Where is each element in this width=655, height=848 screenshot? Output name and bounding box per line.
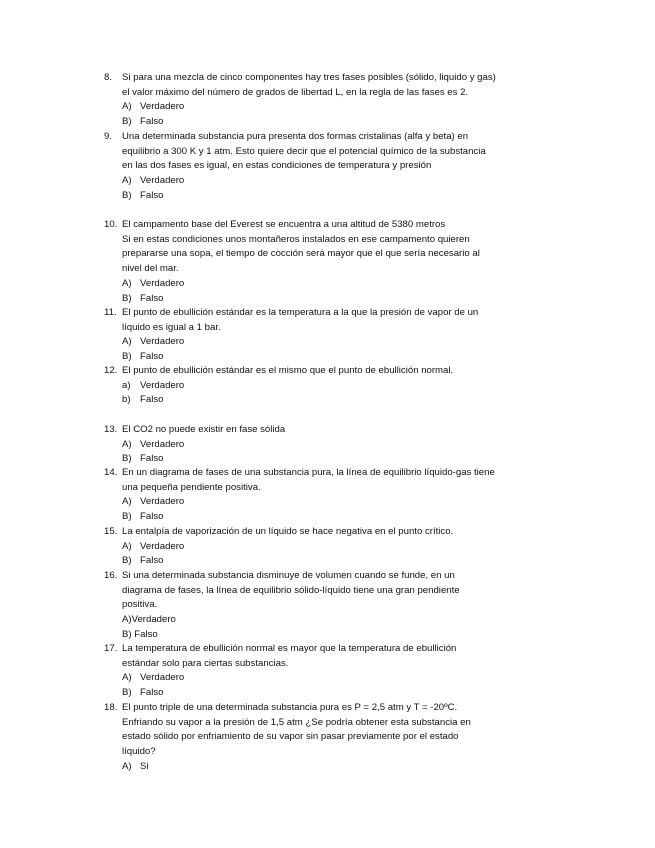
option-b[interactable]: B) Falso — [122, 189, 164, 201]
question-text: prepararse una sopa, el tiempo de cocción será mayor que el que sería necesario al — [122, 248, 480, 260]
question-text: líquido? — [122, 746, 156, 758]
question-number: 8. — [104, 72, 113, 83]
option-b[interactable]: B) Falso — [122, 116, 164, 128]
option-b[interactable]: B) Falso — [122, 292, 164, 304]
option-a[interactable]: A) Verdadero — [122, 672, 185, 684]
question-9 — [104, 130, 524, 204]
question-8 — [104, 71, 524, 130]
option-b[interactable]: B) Falso — [122, 351, 164, 363]
option-a[interactable]: A) Verdadero — [122, 540, 185, 552]
option-a[interactable]: A) Si — [122, 760, 149, 772]
question-number: 13. — [104, 424, 118, 435]
question-text: Si para una mezcla de cinco componentes hay tres fases posibles (sólido, liquido y gas) — [122, 72, 496, 83]
question-text: La entalpía de vaporización de un líquido se hace negativa en el punto crítico. — [122, 526, 454, 537]
option-a[interactable]: a) Verdadero — [122, 379, 185, 391]
question-text: El punto triple de una determinada substancia pura es P = 2,5 atm y T = -20ºC. — [122, 702, 458, 713]
question-number: 15. — [104, 526, 118, 537]
option-b[interactable]: B) Falso — [122, 687, 164, 699]
question-15 — [104, 525, 524, 569]
question-11 — [104, 306, 524, 365]
option-a[interactable]: A) Verdadero — [122, 496, 185, 508]
question-text: Si una determinada substancia disminuye de volumen cuando se funde, en un — [122, 570, 455, 581]
question-text: diagrama de fases, la línea de equilibrio sólido-líquido tiene una gran pendiente — [122, 584, 460, 596]
question-text: El campamento base del Everest se encuentra a una altitud de 5380 metros — [122, 219, 446, 230]
question-text: El punto de ebullición estándar es el mismo que el punto de ebullición normal. — [122, 365, 454, 376]
option-b[interactable]: B) Falso — [122, 511, 164, 523]
question-text: El CO2 no puede existir en fase sólida — [122, 424, 286, 435]
question-text: nivel del mar. — [122, 263, 179, 275]
question-number: 11. — [104, 307, 117, 318]
question-18 — [104, 701, 524, 775]
question-text: el valor máximo del número de grados de libertad L, en la regla de las fases es 2. — [122, 86, 469, 98]
question-17 — [104, 642, 524, 701]
question-text: Enfriando su vapor a la presión de 1,5 atm ¿Se podría obtener esta substancia en — [122, 716, 471, 728]
question-10 — [104, 218, 524, 306]
question-text: estándar solo para ciertas substancias. — [122, 657, 289, 669]
question-text: una pequeña pendiente positiva. — [122, 481, 261, 493]
question-text: Si en estas condiciones unos montañeros instalados en ese campamento quieren — [122, 233, 470, 245]
option-a[interactable]: A) Verdadero — [122, 438, 185, 450]
question-text: Una determinada substancia pura presenta dos formas cristalinas (alfa y beta) en — [122, 131, 469, 142]
question-number: 18. — [104, 702, 118, 713]
option-b[interactable]: B) Falso — [122, 555, 164, 567]
question-text: positiva. — [122, 599, 158, 611]
question-number: 16. — [104, 570, 118, 581]
question-number: 10. — [104, 219, 118, 230]
question-text: equilibrio a 300 K y 1 atm. Esto quiere decir que el potencial químico de la substancia — [122, 145, 486, 157]
option-b[interactable]: B) Falso — [122, 628, 158, 640]
question-text: En un diagrama de fases de una substancia pura, la línea de equilibrio líquido-gas tiene — [122, 467, 495, 478]
question-text: en las dos fases es igual, en estas condiciones de temperatura y presión — [122, 160, 432, 172]
question-16 — [104, 569, 524, 643]
question-text: La temperatura de ebullición normal es mayor que la temperatura de ebullición — [122, 643, 457, 654]
question-number: 12. — [104, 365, 118, 376]
question-14 — [104, 466, 524, 525]
option-b[interactable]: b) Falso — [122, 394, 164, 406]
question-13 — [104, 423, 524, 467]
option-a[interactable]: A) Verdadero — [122, 101, 185, 113]
option-a[interactable]: A)Verdadero — [122, 614, 176, 626]
option-a[interactable]: A) Verdadero — [122, 175, 185, 187]
question-number: 17. — [104, 643, 118, 654]
question-text: El punto de ebullición estándar es la temperatura a la que la presión de vapor de un — [122, 307, 479, 318]
question-text: estado sólido por enfriamiento de su vapor sin pasar previamente por el estado — [122, 731, 459, 743]
option-a[interactable]: A) Verdadero — [122, 336, 185, 348]
question-number: 14. — [104, 467, 118, 478]
question-text: líquido es igual a 1 bar. — [122, 321, 221, 333]
question-12 — [104, 364, 524, 408]
option-b[interactable]: B) Falso — [122, 453, 164, 465]
option-a[interactable]: A) Verdadero — [122, 277, 185, 289]
question-number: 9. — [104, 131, 113, 142]
